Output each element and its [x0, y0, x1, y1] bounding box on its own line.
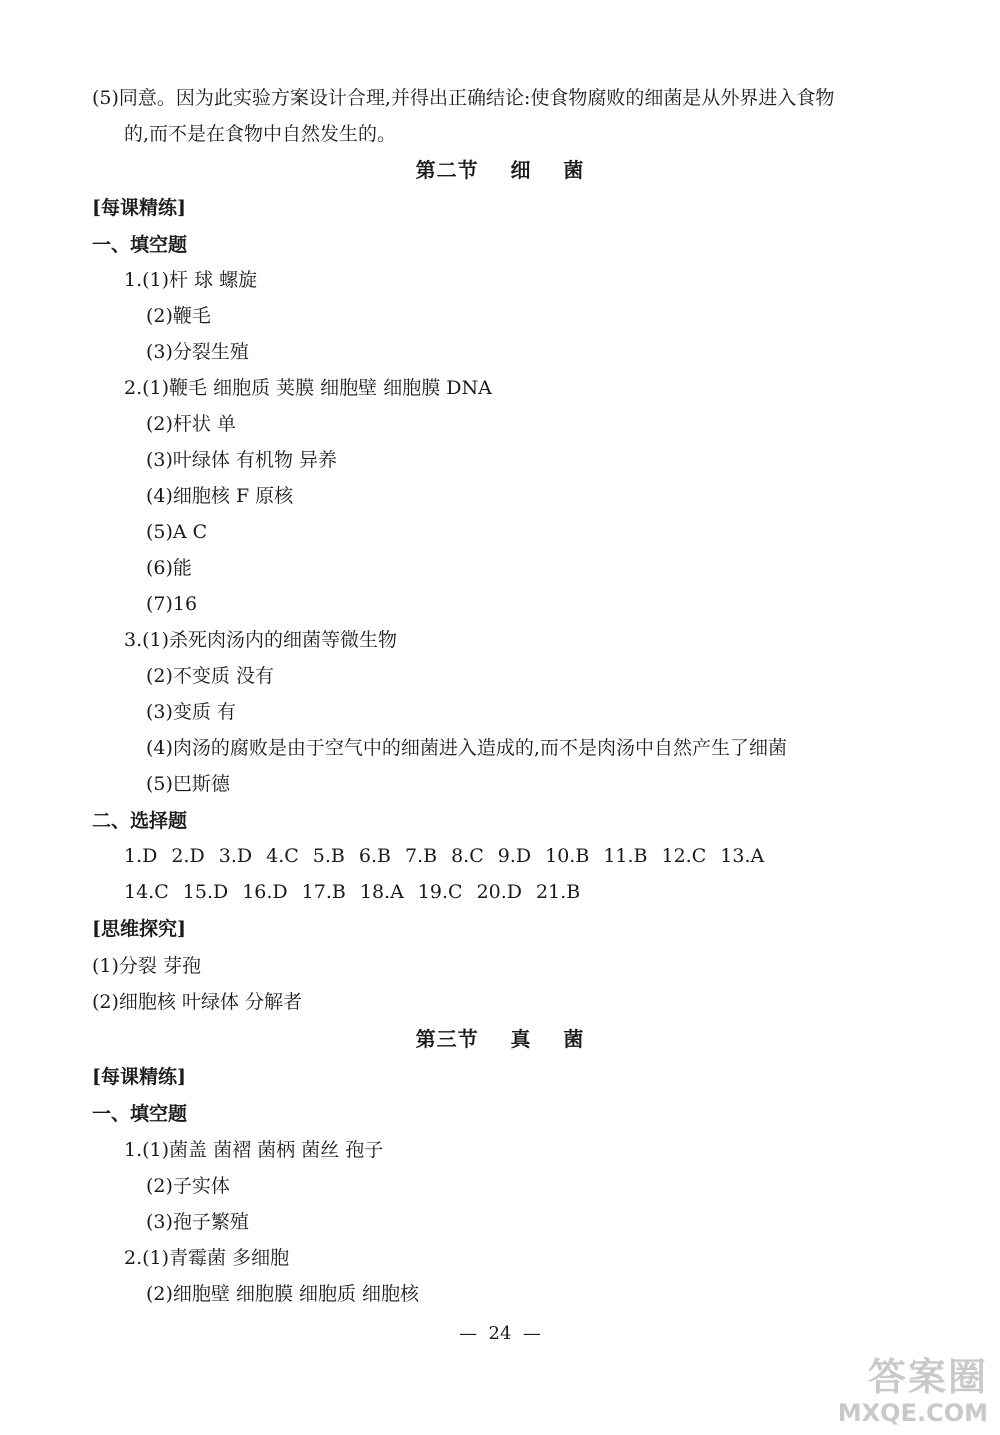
intro-line-2: 的,而不是在食物中自然发生的。: [124, 123, 397, 145]
answer: 5.B: [312, 845, 345, 867]
s2-q3-line-4: (4)肉汤的腐败是由于空气中的细菌进入造成的,而不是肉汤中自然产生了细菌: [146, 737, 787, 759]
watermark-en: MXQE.COM: [837, 1399, 988, 1427]
intro-line-1: (5)同意。因为此实验方案设计合理,并得出正确结论:使食物腐败的细菌是从外界进入食物: [92, 87, 835, 109]
answer: 16.D: [242, 881, 288, 903]
s2-q3-line-1: 3.(1)杀死肉汤内的细菌等微生物: [124, 629, 398, 651]
choice-answers-row-2: [124, 880, 594, 904]
page-number: — 24 —: [459, 1323, 541, 1344]
watermark-cn: 答案圈: [867, 1355, 988, 1399]
answer: 1.D: [124, 845, 158, 867]
s3-q1-line-2: (2)子实体: [146, 1175, 230, 1197]
s2-q2-line-2: (2)杆状 单: [146, 413, 236, 435]
choice-answers-row-1: [124, 844, 778, 868]
s3-q2-line-2: (2)细胞壁 细胞膜 细胞质 细胞核: [146, 1283, 420, 1305]
explore-label: [思维探究]: [92, 918, 186, 940]
answer: 9.D: [497, 845, 532, 867]
s2-q2-line-6: (6)能: [146, 557, 192, 579]
answer: 3.D: [218, 845, 253, 867]
answer: 15.D: [182, 881, 229, 903]
section-2-fill-label: 一、填空题: [92, 234, 188, 256]
answer: 18.A: [359, 881, 404, 903]
s2-q1-line-3: (3)分裂生殖: [146, 341, 249, 363]
s2-q2-line-3: (3)叶绿体 有机物 异养: [146, 449, 337, 471]
section-3-practice-label: [每课精练]: [92, 1066, 186, 1088]
answer: 7.B: [404, 845, 438, 867]
answer: 8.C: [451, 845, 484, 867]
section-3-fill-label: 一、填空题: [92, 1103, 188, 1125]
answer: 10.B: [545, 845, 590, 867]
section-2-choice-label: 二、选择题: [92, 810, 188, 832]
answer: 6.B: [358, 845, 391, 867]
section-2-title: 第二节 细 菌: [415, 158, 585, 182]
s2-q1-line-1: 1.(1)杆 球 螺旋: [124, 269, 258, 291]
answer: 17.B: [301, 881, 346, 903]
explore-line-2: (2)细胞核 叶绿体 分解者: [92, 991, 302, 1013]
answer: 12.C: [661, 845, 707, 867]
answer: 20.D: [476, 881, 523, 903]
answer: 19.C: [417, 881, 463, 903]
explore-line-1: (1)分裂 芽孢: [92, 955, 201, 977]
s2-q2-line-7: (7)16: [146, 593, 198, 615]
answer: 4.C: [266, 845, 299, 867]
s2-q1-line-2: (2)鞭毛: [146, 305, 211, 327]
s2-q3-line-3: (3)变质 有: [146, 701, 236, 723]
watermark: [838, 1355, 988, 1427]
answer: 2.D: [171, 845, 205, 867]
s2-q3-line-5: (5)巴斯德: [146, 773, 230, 795]
s2-q2-line-4: (4)细胞核 F 原核: [146, 485, 294, 507]
s2-q2-line-1: 2.(1)鞭毛 细胞质 荚膜 细胞壁 细胞膜 DNA: [124, 377, 492, 399]
s3-q1-line-1: 1.(1)菌盖 菌褶 菌柄 菌丝 孢子: [124, 1139, 384, 1161]
s2-q3-line-2: (2)不变质 没有: [146, 665, 274, 687]
answer: 21.B: [536, 881, 581, 903]
s3-q1-line-3: (3)孢子繁殖: [146, 1211, 249, 1233]
section-3-title: 第三节 真 菌: [415, 1027, 585, 1051]
answer: 13.A: [720, 845, 765, 867]
answer: 14.C: [124, 881, 169, 903]
answer: 11.B: [603, 845, 648, 867]
s2-q2-line-5: (5)A C: [146, 521, 208, 543]
s3-q2-line-1: 2.(1)青霉菌 多细胞: [124, 1247, 290, 1269]
section-2-practice-label: [每课精练]: [92, 197, 186, 219]
